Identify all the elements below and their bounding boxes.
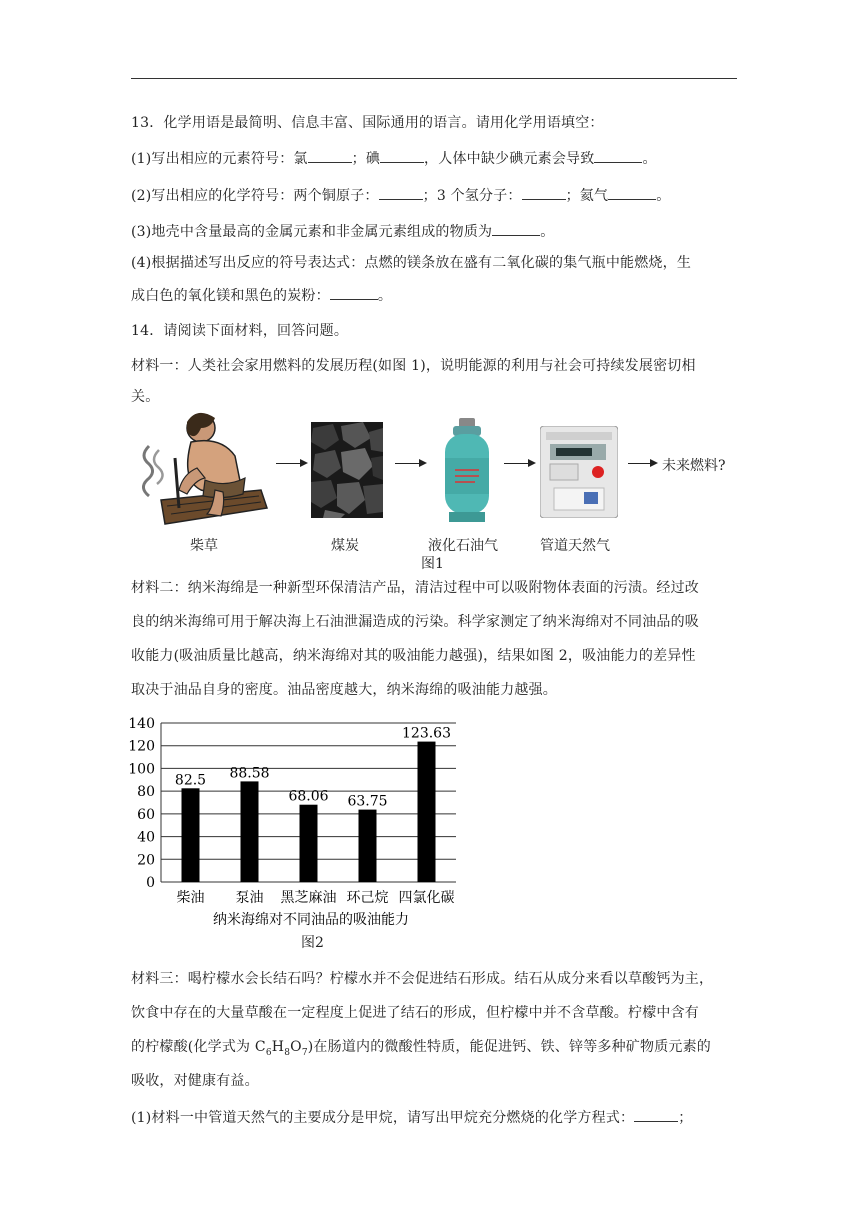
y-tick-label: 140	[128, 716, 155, 732]
chart-title: 纳米海绵对不同油品的吸油能力	[213, 912, 409, 928]
future-fuel-label: 未来燃料?	[662, 458, 726, 474]
data-label: 68.06	[288, 788, 329, 805]
material2-line3: 收能力(吸油质量比越高，纳米海绵对其的吸油能力越强)，结果如图 2，吸油能力的差异性	[131, 648, 696, 664]
answer-blank[interactable]	[594, 150, 642, 163]
fig1-caption: 图1	[421, 556, 444, 572]
bar	[300, 805, 318, 882]
bar	[182, 788, 200, 882]
arrow-right-icon	[628, 463, 656, 464]
material3-line4: 吸收，对健康有益。	[131, 1073, 259, 1089]
oil-absorption-bar-chart	[126, 712, 476, 930]
y-tick-label: 60	[137, 806, 155, 823]
fig1-label-natural-gas: 管道天然气	[540, 538, 610, 554]
material3-line1: 材料三：喝柠檬水会长结石吗？柠檬水并不会促进结石形成。结石从成分来看以草酸钙为主，	[131, 971, 714, 987]
data-label: 63.75	[347, 793, 388, 810]
sub-question-1: (1)材料一中管道天然气的主要成分是甲烷，请写出甲烷充分燃烧的化学方程式： ；	[131, 1110, 693, 1126]
q13-part4-line2: 成白色的氧化镁和黑色的炭粉： 。	[131, 288, 393, 304]
arrow-right-icon	[395, 463, 425, 464]
x-tick-label: 柴油	[176, 890, 205, 906]
header-rule	[131, 78, 737, 79]
x-tick-label: 黑芝麻油	[280, 890, 337, 906]
q13-part4-line1: (4)根据描述写出反应的符号表达式：点燃的镁条放在盛有二氧化碳的集气瓶中能燃烧，生	[131, 255, 692, 271]
q13-part1: (1)写出相应的元素符号：氯 ；碘 ，人体中缺少碘元素会导致 。	[131, 151, 657, 167]
data-label: 88.58	[229, 765, 270, 782]
data-label: 123.63	[402, 725, 451, 742]
arrow-right-icon	[276, 463, 306, 464]
material1-line1: 材料一：人类社会家用燃料的发展历程(如图 1)，说明能源的利用与社会可持续发展密切相	[131, 358, 696, 374]
gas-meter-photo	[540, 426, 618, 518]
coal-photo	[311, 422, 383, 518]
q14-stem: 14．请阅读下面材料，回答问题。	[131, 323, 349, 339]
bar	[359, 810, 377, 882]
answer-blank[interactable]	[492, 223, 540, 236]
bar	[241, 781, 259, 882]
q13-stem: 13．化学用语是最简明、信息丰富、国际通用的语言。请用化学用语填空：	[131, 115, 604, 131]
y-tick-label: 0	[146, 875, 155, 891]
q13-part2: (2)写出相应的化学符号：两个铜原子： ；3 个氢分子： ；氦气 。	[131, 188, 671, 204]
q13-part3: (3)地壳中含量最高的金属元素和非金属元素组成的物质为 。	[131, 224, 555, 240]
material2-line4: 取决于油品自身的密度。油品密度越大，纳米海绵的吸油能力越强。	[131, 682, 557, 698]
answer-blank[interactable]	[330, 287, 378, 300]
material2-line2: 良的纳米海绵可用于解决海上石油泄漏造成的污染。科学家测定了纳米海绵对不同油品的吸	[131, 614, 699, 630]
x-tick-label: 泵油	[235, 890, 264, 906]
answer-blank[interactable]	[308, 150, 352, 163]
fig1-label-lpg: 液化石油气	[428, 538, 498, 554]
fig1-label-firewood: 柴草	[190, 538, 218, 554]
answer-blank[interactable]	[522, 187, 566, 200]
material2-line1: 材料二：纳米海绵是一种新型环保清洁产品，清洁过程中可以吸附物体表面的污渍。经过改	[131, 580, 699, 596]
fig1-label-coal: 煤炭	[331, 538, 359, 554]
fig2-caption: 图2	[301, 935, 324, 951]
y-tick-label: 80	[137, 784, 155, 801]
x-tick-label: 四氯化碳	[398, 890, 455, 906]
y-tick-label: 100	[128, 761, 155, 778]
answer-blank[interactable]	[380, 150, 424, 163]
answer-blank[interactable]	[608, 187, 656, 200]
material3-line3: 的柠檬酸(化学式为 $C_6H_8O_7$)在肠道内的微酸性特质，能促进钙、铁、锌等多种矿物质元素的	[131, 1039, 712, 1058]
arrow-right-icon	[504, 463, 534, 464]
material1-line2: 关。	[131, 389, 160, 405]
data-label: 82.5	[174, 772, 207, 789]
y-tick-label: 120	[128, 738, 155, 755]
material3-line2: 饮食中存在的大量草酸在一定程度上促进了结石的形成，但柠檬中并不含草酸。柠檬中含有	[131, 1005, 699, 1021]
y-tick-label: 40	[137, 829, 155, 846]
x-tick-label: 环己烷	[346, 890, 389, 906]
y-tick-label: 20	[137, 852, 155, 869]
gas-cylinder-photo	[441, 418, 493, 522]
answer-blank[interactable]	[634, 1109, 678, 1122]
firewood-illustration	[131, 408, 271, 530]
answer-blank[interactable]	[379, 187, 423, 200]
bar	[418, 742, 436, 882]
